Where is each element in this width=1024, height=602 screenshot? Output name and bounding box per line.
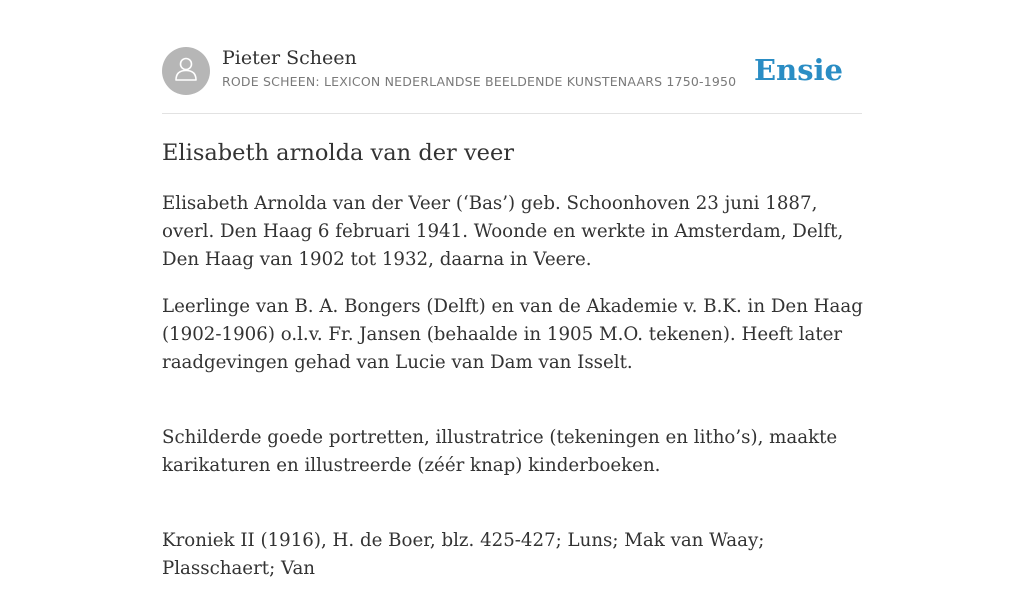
article-title: Elisabeth arnolda van der veer <box>162 140 515 166</box>
brand-logo[interactable]: Ensie <box>754 53 843 87</box>
paragraph-spacer <box>162 396 872 424</box>
paragraph-biography: Elisabeth Arnolda van der Veer (‘Bas’) geb. Schoonhoven 23 juni 1887, overl. Den Haag 6 februari 1941. Woonde en werkte in Amsterdam, Delft, Den Haag van 1902 tot 1932, daarna in Veere. <box>162 193 844 270</box>
article-body <box>162 190 872 602</box>
author-name[interactable]: Pieter Scheen <box>222 47 357 69</box>
user-icon <box>171 54 201 89</box>
article-header <box>162 46 862 96</box>
header-divider <box>162 113 862 114</box>
paragraph-spacer <box>162 499 872 527</box>
paragraph-work: Schilderde goede portretten, illustratrice (tekeningen en litho’s), maakte karikaturen en illustreerde (zéér knap) kinderboeken. <box>162 427 838 476</box>
paragraph-education: Leerlinge van B. A. Bongers (Delft) en van de Akademie v. B.K. in Den Haag (1902-1906) o.l.v. Fr. Jansen (behaalde in 1905 M.O. tekenen). Heeft later raadgevingen gehad van Lucie van Dam van Isselt. <box>162 296 863 373</box>
paragraph-references: Kroniek II (1916), H. de Boer, blz. 425-427; Luns; Mak van Waay; Plasschaert; Van <box>162 530 765 579</box>
author-avatar[interactable] <box>162 47 210 95</box>
source-title[interactable]: RODE SCHEEN: LEXICON NEDERLANDSE BEELDENDE KUNSTENAARS 1750-1950 <box>222 74 737 89</box>
